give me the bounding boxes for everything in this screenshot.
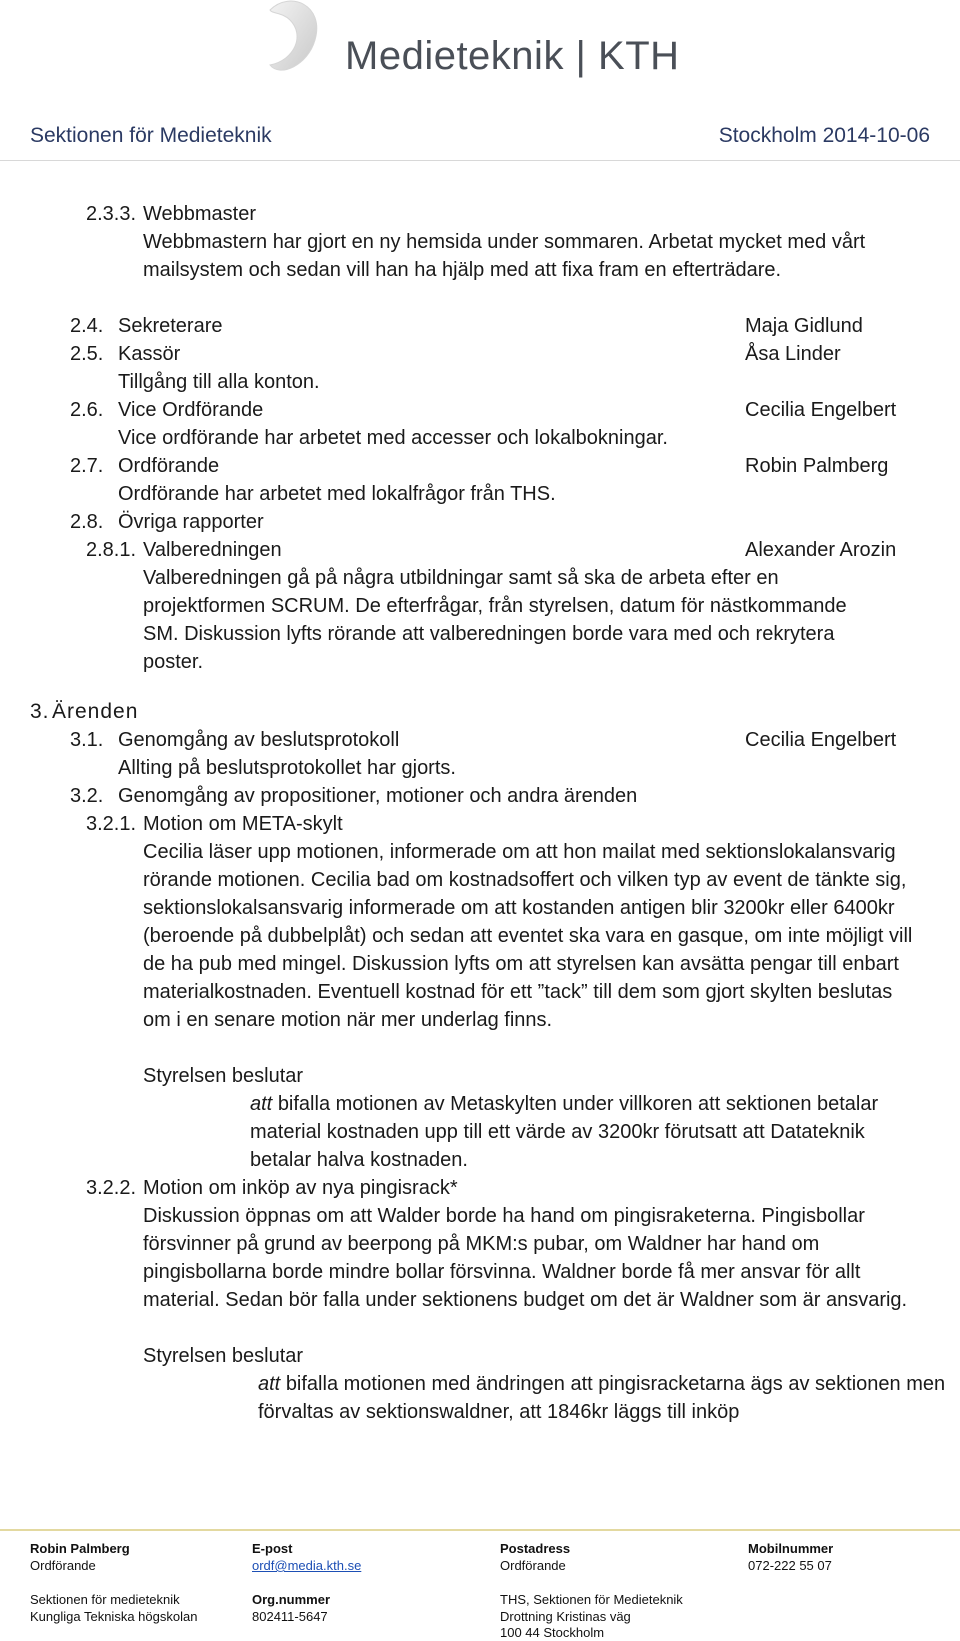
resolution-text: bifalla motionen med ändringen att pingisracketarna ägs av sektionen men förvaltas av sektionswaldner, att 1846kr läggs till inköp — [258, 1373, 946, 1423]
footer-phone-label: Mobilnummer — [748, 1541, 834, 1556]
decision-label: Styrelsen beslutar — [143, 1065, 304, 1087]
item-body: Vice ordförande har arbetet med accesser och lokalbokningar. — [118, 427, 668, 449]
logo-text: Medieteknik | KTH — [345, 34, 680, 78]
item-number: 2.4. — [70, 315, 104, 337]
footer-divider — [0, 1529, 960, 1531]
footer-org-number-label: Org.nummer — [252, 1592, 331, 1607]
item-title: Valberedningen — [143, 539, 282, 561]
header-organization: Sektionen för Medieteknik — [30, 124, 272, 147]
att-keyword: att — [258, 1373, 281, 1395]
footer-university: Kungliga Tekniska högskolan — [30, 1609, 198, 1624]
item-body: Ordförande har arbetet med lokalfrågor från THS. — [118, 483, 556, 505]
footer-postal-label: Postadress — [500, 1541, 571, 1556]
item-number: 3.2. — [70, 785, 104, 807]
decision-resolution — [258, 1370, 948, 1426]
item-number: 2.3.3. — [86, 203, 137, 225]
item-body: Tillgång till alla konton. — [118, 371, 320, 393]
footer-email-label: E-post — [252, 1541, 293, 1556]
footer-organization: Sektionen för medieteknik — [30, 1592, 180, 1607]
kth-logo — [250, 0, 930, 120]
footer-role: Ordförande — [30, 1558, 96, 1573]
item-body: Valberedningen gå på några utbildningar samt så ska de arbeta efter en projektformen SCRUM. De efterfrågar, från styrelsen, datum för nästkommande SM. Diskussion lyfts rörande att valberedningen borde vara med och rekrytera poster. — [143, 567, 847, 673]
item-body: Allting på beslutsprotokollet har gjorts. — [118, 757, 456, 779]
responsible-name: Robin Palmberg — [745, 455, 889, 477]
footer-address-line: THS, Sektionen för Medieteknik — [500, 1592, 683, 1607]
footer-phone: 072-222 55 07 — [748, 1558, 832, 1573]
header-date: Stockholm 2014-10-06 — [718, 124, 930, 147]
item-number: 2.7. — [70, 455, 104, 477]
item-body: Webbmastern har gjort en ny hemsida under sommaren. Arbetat mycket med vårt mailsystem och sedan vill han ha hjälp med att fixa fram en efterträdare. — [143, 231, 866, 281]
decision-label: Styrelsen beslutar — [143, 1345, 304, 1367]
footer-email-link[interactable]: ordf@media.kth.se — [252, 1558, 362, 1573]
item-title: Övriga rapporter — [118, 511, 264, 533]
item-title: Sekreterare — [118, 315, 223, 337]
item-title: Genomgång av propositioner, motioner och andra ärenden — [118, 785, 638, 807]
footer-postal-role: Ordförande — [500, 1558, 566, 1573]
item-body: Cecilia läser upp motionen, informerade om att hon mailat med sektionslokalansvarig rörande motionen. Cecilia bad om kostnadsoffert och vilken typ av event de tänkte sig, sektionslokalsansvarig informerade om att kostanden antigen blir 3200kr eller 6400kr (beroende på dubbelplåt) och sedan att eventet ska vara en gasque, om inte möjligt vill de ha pub med mingel. Diskussion lyfts om att styrelsen kan avsätta pengar till enbart materialkostnaden. Eventuell kostnad för ett ”tack” till dem som gjort skylten beslutas om i en senare motion när mer underlag finns. — [143, 841, 913, 1031]
item-number: 3.2.2. — [86, 1177, 137, 1199]
item-title: Genomgång av beslutsprotokoll — [118, 729, 400, 751]
item-number: 2.5. — [70, 343, 104, 365]
footer-address-line: 100 44 Stockholm — [500, 1625, 605, 1640]
item-body: Diskussion öppnas om att Walder borde ha hand om pingisraketerna. Pingisbollar försvinner på grund av beerpong på MKM:s pubar, om Waldner har hand om pingisbollarna borde mindre bollar försvinna. Waldner borde få mer ansvar för allt material. Sedan bör falla under sektionens budget om det är Waldner som är ansvarig. — [143, 1205, 908, 1311]
item-number: 2.8.1. — [86, 539, 137, 561]
item-number: 3.1. — [70, 729, 104, 751]
section-number: 3. — [30, 700, 50, 723]
responsible-name: Alexander Arozin — [745, 539, 897, 561]
responsible-name: Cecilia Engelbert — [745, 399, 897, 421]
item-title: Kassör — [118, 343, 181, 365]
item-title: Motion om inköp av nya pingisrack* — [143, 1177, 458, 1199]
item-number: 2.6. — [70, 399, 104, 421]
footer-name: Robin Palmberg — [30, 1541, 130, 1556]
item-number: 3.2.1. — [86, 813, 137, 835]
item-title: Motion om META-skylt — [143, 813, 343, 835]
section-title: Ärenden — [52, 700, 139, 723]
att-keyword: att — [250, 1093, 273, 1115]
responsible-name: Maja Gidlund — [745, 315, 863, 337]
resolution-text: bifalla motionen av Metaskylten under villkoren att sektionen betalar material kostnaden upp till ett värde av 3200kr förutsatt att Datateknik betalar halva kostnaden. — [250, 1093, 879, 1171]
footer-org-number: 802411-5647 — [252, 1609, 328, 1624]
header-divider — [0, 160, 960, 161]
item-title: Webbmaster — [143, 203, 257, 225]
responsible-name: Åsa Linder — [745, 343, 841, 365]
item-title: Vice Ordförande — [118, 399, 264, 421]
footer-address-line: Drottning Kristinas väg — [500, 1609, 631, 1624]
decision-resolution — [250, 1090, 910, 1174]
item-number: 2.8. — [70, 511, 104, 533]
item-title: Ordförande — [118, 455, 220, 477]
responsible-name: Cecilia Engelbert — [745, 729, 897, 751]
